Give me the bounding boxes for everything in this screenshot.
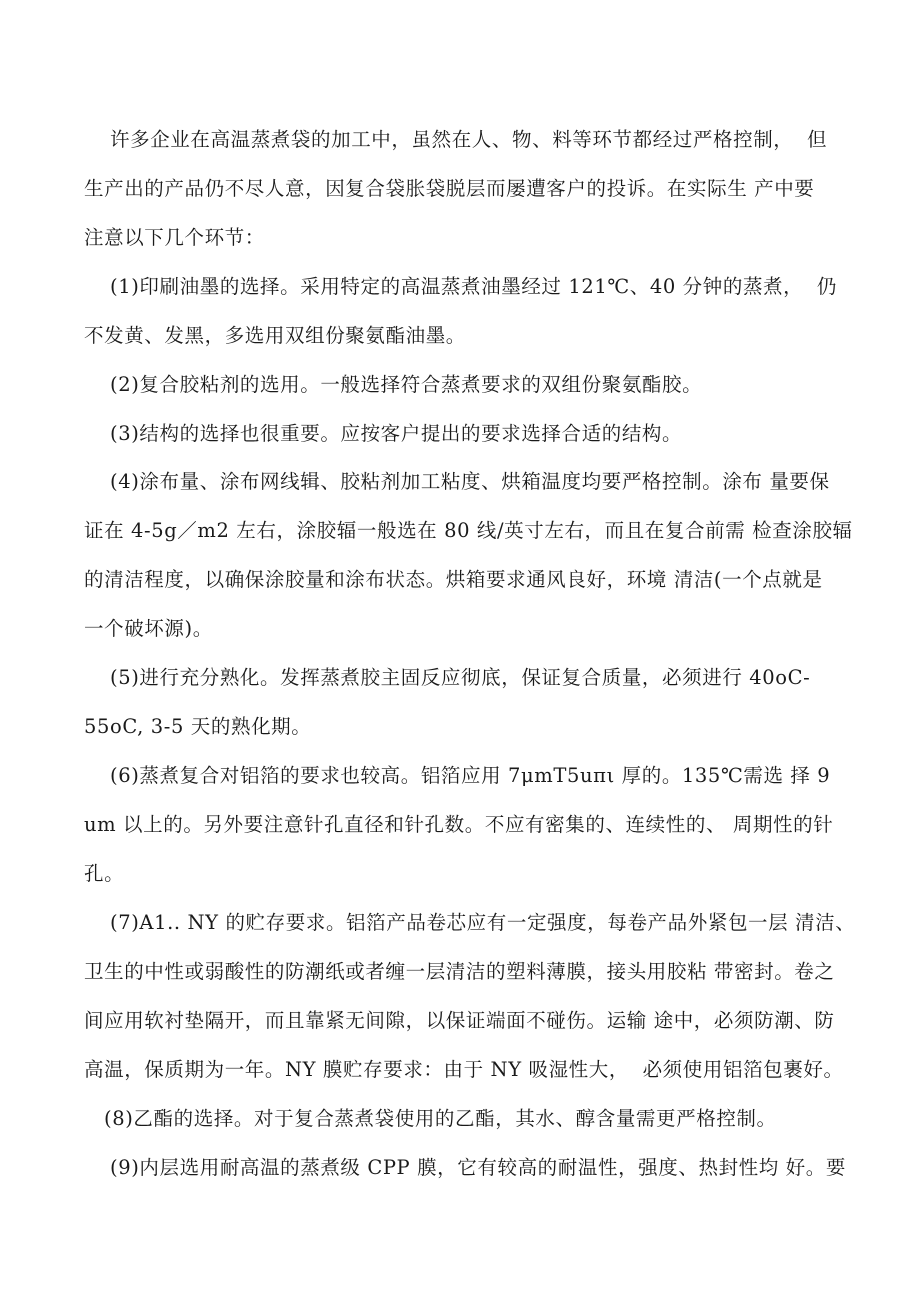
text-line: (8)乙酯的选择。对于复合蒸煮袋使用的乙酯，其水、醇含量需更严格控制。 bbox=[104, 1107, 777, 1130]
text-line: 的清洁程度，以确保涂胶量和涂布状态。烘箱要求通风良好，环境 清洁(一个点就是 bbox=[84, 568, 823, 591]
text-line: (4)涂布量、涂布网线辑、胶粘剂加工粘度、烘箱温度均要严格控制。涂布 量要保 bbox=[110, 470, 830, 493]
text-line: 注意以下几个环节： bbox=[84, 226, 265, 249]
text-line: 证在 4-5g／m2 左右，涂胶辐一般选在 80 线/英寸左右，而且在复合前需 检查涂胶辐 bbox=[84, 519, 853, 542]
text-line: 间应用软衬垫隔开，而且靠紧无间隙，以保证端面不碰伤。运输 途中，必须防潮、防 bbox=[84, 1009, 835, 1032]
text-line: (5)进行充分熟化。发挥蒸煮胶主固反应彻底，保证复合质量，必须进行 40oC- bbox=[110, 666, 811, 689]
text-line: 不发黄、发黑，多选用双组份聚氨酯油墨。 bbox=[84, 324, 466, 347]
text-line: 55oC, 3-5 天的熟化期。 bbox=[84, 715, 312, 738]
text-line: (9)内层选用耐高温的蒸煮级 CPP 膜，它有较高的耐温性，强度、热封性均 好。要 bbox=[110, 1156, 846, 1179]
text-line: (2)复合胶粘剂的选用。一般选择符合蒸煮要求的双组份聚氨酯胶。 bbox=[110, 373, 703, 396]
text-line: 一个破坏源)。 bbox=[84, 617, 213, 640]
text-line: 孔。 bbox=[84, 862, 125, 885]
text-line: 卫生的中性或弱酸性的防潮纸或者缠一层清洁的塑料薄膜，接头用胶粘 带密封。卷之 bbox=[84, 960, 835, 983]
text-line: 高温，保质期为一年。NY 膜贮存要求：由于 NY 吸湿性大， 必须使用铝箔包裹好。 bbox=[84, 1058, 844, 1081]
text-line: um 以上的。另外要注意针孔直径和针孔数。不应有密集的、连续性的、 周期性的针 bbox=[84, 813, 834, 836]
text-line: (1)印刷油墨的选择。采用特定的高温蒸煮油墨经过 121℃、40 分钟的蒸煮， 仍 bbox=[110, 275, 837, 298]
text-line: 许多企业在高温蒸煮袋的加工中，虽然在人、物、料等环节都经过严格控制， 但 bbox=[110, 128, 828, 151]
text-line: (6)蒸煮复合对铝箔的要求也较高。铝箔应用 7μmT5uπι 厚的。135℃需选 择 9 bbox=[110, 764, 831, 787]
text-line: (3)结构的选择也很重要。应按客户提出的要求选择合适的结构。 bbox=[110, 422, 683, 445]
text-line: (7)A1.. NY 的贮存要求。铝箔产品卷芯应有一定强度，每卷产品外紧包一层 清洁、 bbox=[110, 911, 856, 934]
text-line: 生产出的产品仍不尽人意，因复合袋胀袋脱层而屡遭客户的投诉。在实际生 产中要 bbox=[84, 177, 815, 200]
